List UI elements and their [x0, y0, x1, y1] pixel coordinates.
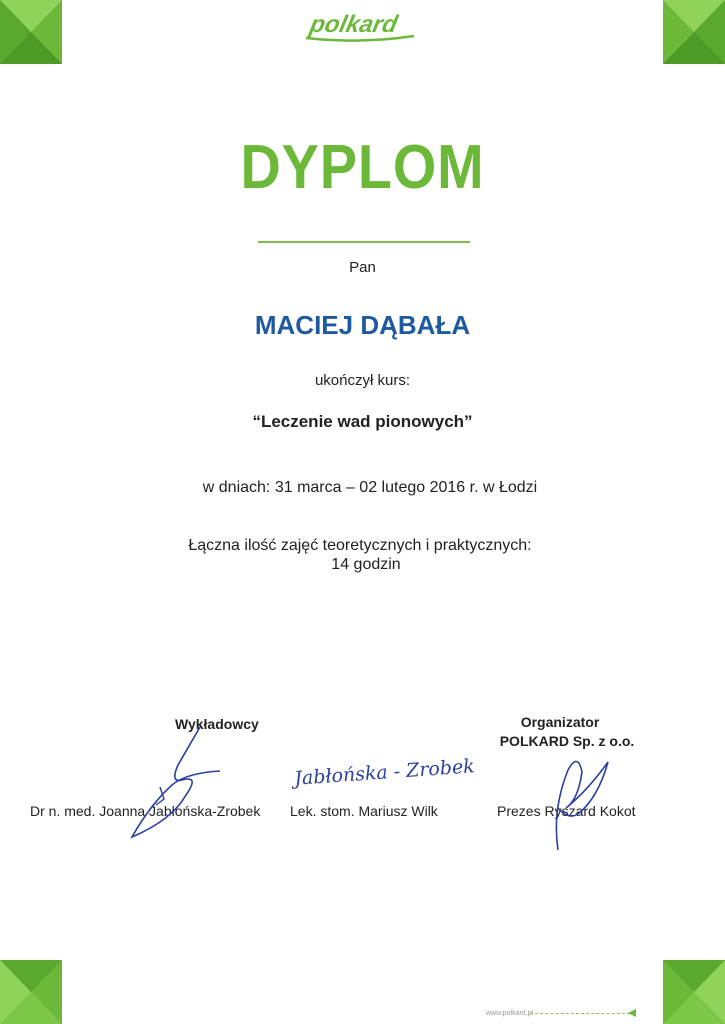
lecturer-2-name: Lek. stom. Mariusz Wilk [290, 803, 438, 819]
signature-president [538, 750, 618, 860]
svg-text:Jabłońska - Zrobek: Jabłońska - Zrobek [293, 755, 476, 790]
corner-decoration-bottom-left [0, 960, 62, 1024]
signature-lecturer-1 [120, 725, 230, 845]
organizer-heading: Organizator [520, 714, 600, 730]
svg-text:polkard: polkard [307, 11, 400, 38]
course-dates: w dniach: 31 marca – 02 lutego 2016 r. w Łodzi [202, 479, 538, 496]
corner-decoration-bottom-right [663, 960, 725, 1024]
salutation: Pan [349, 259, 376, 276]
footer-dashed-line [530, 1013, 630, 1014]
lecturers-heading: Wykładowcy [175, 716, 259, 732]
completed-label: ukończył kurs: [314, 372, 411, 389]
corner-decoration-top-left [0, 0, 62, 64]
corner-decoration-top-right [663, 0, 725, 64]
hours-value: 14 godzin [331, 556, 401, 573]
footer-url: www.polkard.pl [486, 1010, 534, 1017]
lecturer-1-name: Dr n. med. Joanna Jabłońska-Zrobek [30, 803, 261, 819]
diploma-title: DYPLOM [240, 133, 485, 202]
title-divider [258, 241, 470, 243]
polkard-logo [300, 8, 420, 44]
footer-arrow-icon [628, 1009, 636, 1017]
organizer-name: POLKARD Sp. z o.o. [499, 733, 635, 749]
course-name: “Leczenie wad pionowych” [252, 412, 473, 431]
president-name: Prezes Ryszard Kokot [497, 803, 636, 819]
signature-lecturer-2 [292, 750, 487, 790]
recipient-name: MACIEJ DĄBAŁA [254, 310, 471, 340]
hours-label: Łączna ilość zajęć teoretycznych i praktycznych: [188, 537, 532, 554]
